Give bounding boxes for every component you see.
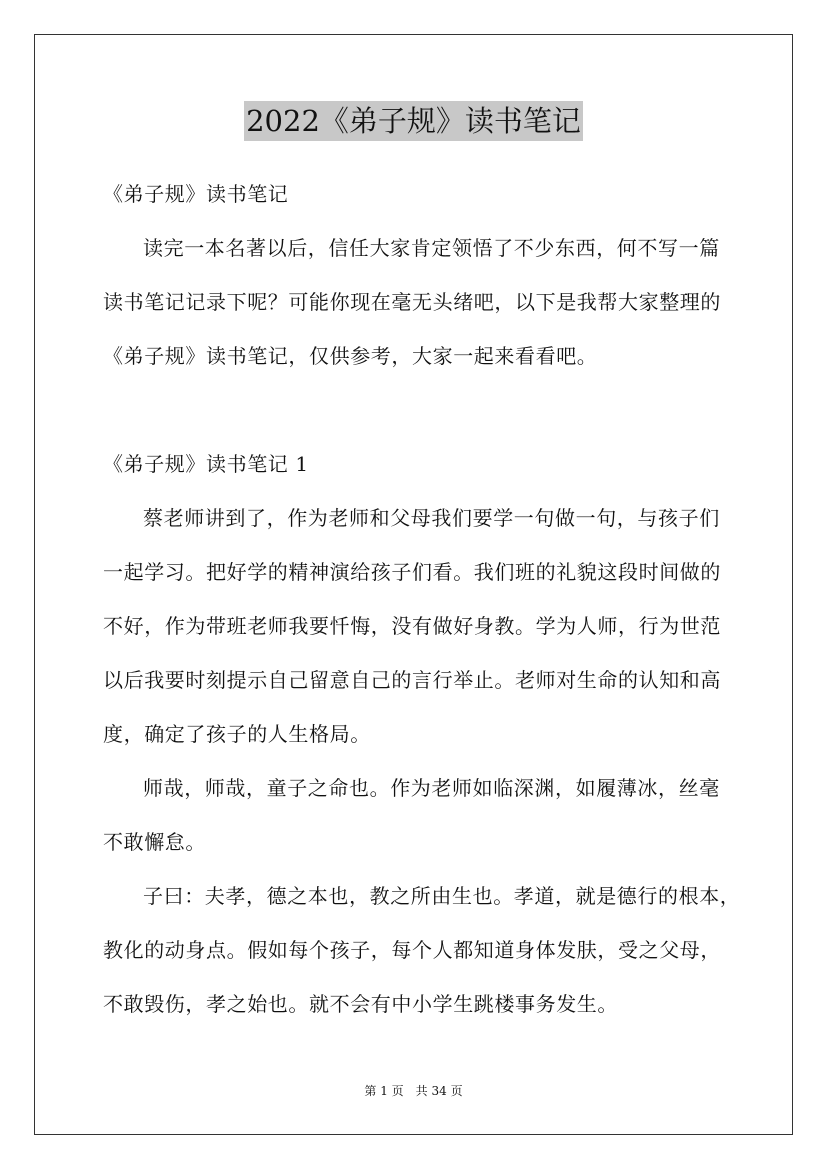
paragraph-line: 师哉，师哉，童子之命也。作为老师如临深渊，如履薄冰，丝毫: [143, 776, 720, 800]
page-number-footer: 第 1 页 共 34 页: [364, 1084, 463, 1098]
paragraph-line: 不敢懈怠。: [103, 830, 206, 854]
paragraph-line: 教化的动身点。假如每个孩子，每个人都知道身体发肤，受之父母，: [103, 938, 721, 962]
paragraph-line: 读完一本名著以后，信任大家肯定领悟了不少东西，何不写一篇: [143, 236, 720, 260]
section-heading: 《弟子规》读书笔记: [103, 182, 289, 206]
title-container: [0, 101, 827, 141]
paragraph-line: 一起学习。把好学的精神演给孩子们看。我们班的礼貌这段时间做的: [103, 560, 721, 584]
paragraph-line: 不好，作为带班老师我要忏悔，没有做好身教。学为人师，行为世范: [103, 614, 721, 638]
paragraph-line: 度，确定了孩子的人生格局。: [103, 722, 371, 746]
document-title: 2022《弟子规》读书笔记: [244, 101, 583, 141]
paragraph-line: 蔡老师讲到了，作为老师和父母我们要学一句做一句，与孩子们: [143, 506, 720, 530]
paragraph-line: 以后我要时刻提示自己留意自己的言行举止。老师对生命的认知和高: [103, 668, 721, 692]
paragraph-line: 子曰：夫孝，德之本也，教之所由生也。孝道，就是德行的根本，: [143, 884, 741, 908]
paragraph-line: 读书笔记记录下呢？可能你现在毫无头绪吧，以下是我帮大家整理的: [103, 290, 721, 314]
section-heading: 《弟子规》读书笔记 1: [103, 452, 309, 476]
paragraph-line: 不敢毁伤，孝之始也。就不会有中小学生跳楼事务发生。: [103, 992, 618, 1016]
paragraph-line: 《弟子规》读书笔记，仅供参考，大家一起来看看吧。: [103, 344, 598, 368]
